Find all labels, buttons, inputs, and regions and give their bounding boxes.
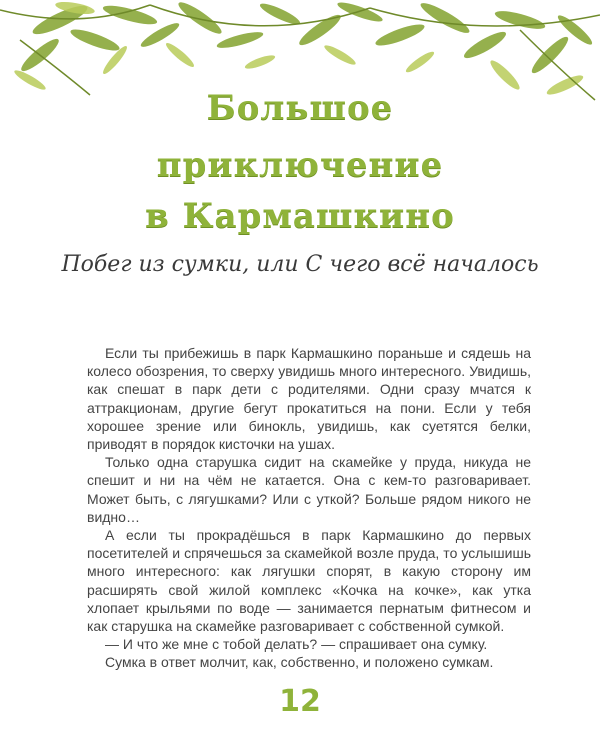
paragraph: — И что же мне с тобой делать? — спрашивает она сумку. [105,636,488,653]
paragraph: А если ты прокрадёшься в парк Кармашкино до первых посетителей и спрячешься за скамейкой возле пруда, то услышишь много интересного: как лягушки спорят, в какую сторону им расширять свой жилой комплекс «Кочка на кочке», как утка хлопает крыльями по воде — занимается пернатым фитнесом и как старушка на скамейке разговаривает с собственной сумкой. [87,527,531,635]
title-line-2: приключение [156,145,444,185]
title-line-3: в Кармашкино [145,196,455,236]
paragraph: Только одна старушка сидит на скамейке у пруда, никуда не спешит и ни на чём не катается. Она с кем-то разговаривает. Может быть, с лягушками? Или с уткой? Больше рядом никого не видно… [87,454,531,525]
paragraph: Сумка в ответ молчит, как, собственно, и положено сумкам. [105,654,494,671]
page-number: 12 [279,684,321,719]
chapter-subtitle: Побег из сумки, или С чего всё началось [61,252,539,277]
paragraph: Если ты прибежишь в парк Кармашкино пораньше и сядешь на колесо обозрения, то сверху увидишь много интересного. Увидишь, как спешат в парк дети с родителями. Одни сразу мчатся к аттракционам, другие бегут прокатиться на пони. Если у тебя хорошее зрение или бинокль, увидишь, как суетятся белки, приводят в порядок кисточки на ушах. [87,345,531,453]
body-text [87,344,531,672]
title-line-1: Большое [206,88,394,128]
